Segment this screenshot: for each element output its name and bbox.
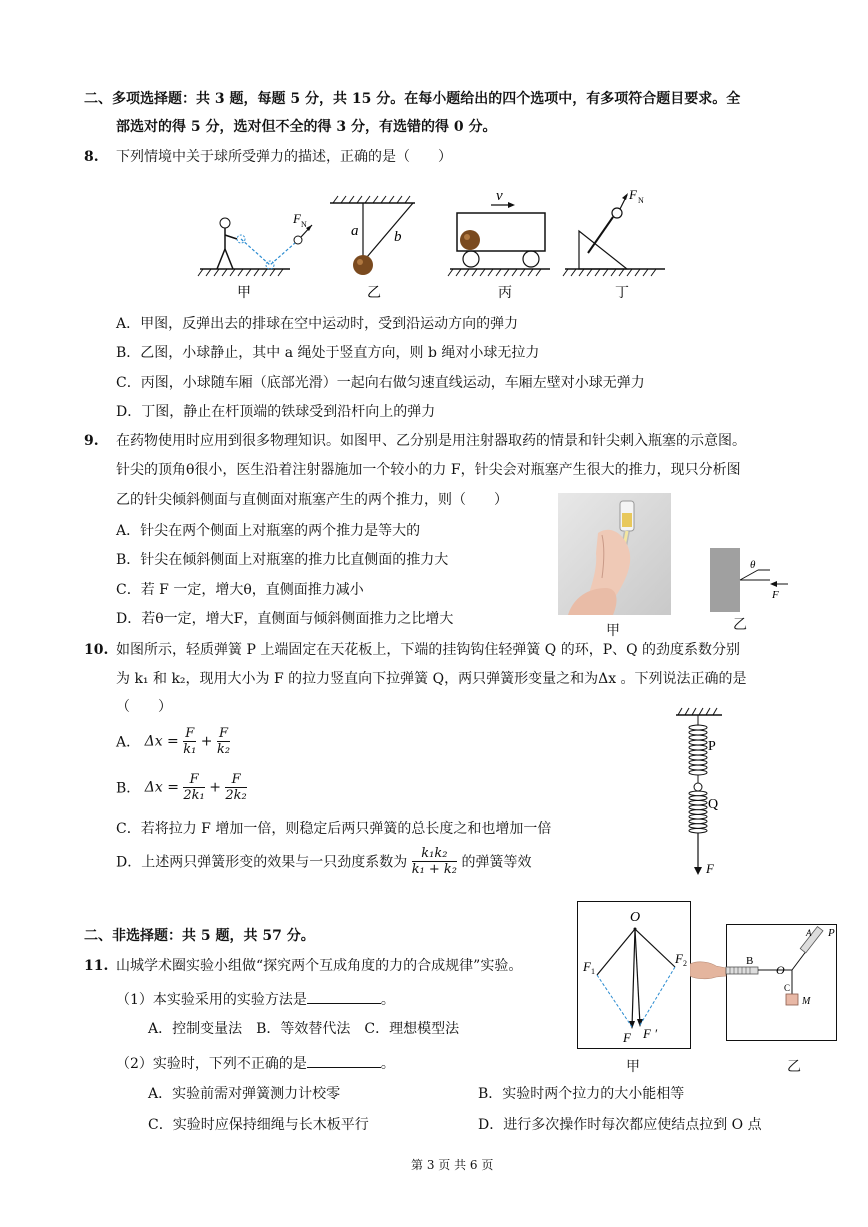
sub-question-1 (116, 989, 395, 1009)
theta-label: θ (750, 559, 756, 571)
figure-caption: 丁 (615, 286, 629, 300)
needle-diagram (710, 548, 790, 628)
velocity-label: v (496, 188, 503, 204)
sub-question-2 (116, 1053, 395, 1073)
section-title: 二、多项选择题：共 3 题，每题 5 分，共 15 分。在每小题给出的四个选项中，有多项符合题目要求。全 (84, 91, 741, 107)
fraction (183, 772, 204, 803)
force-f2-label: F (675, 951, 683, 966)
question-number: 8. (84, 149, 99, 165)
option-d: D．若θ一定，增大F，直侧面与倾斜侧面推力之比增大 (116, 611, 454, 627)
question-number: 11. (84, 958, 109, 974)
option-c: C．若 F 一定，增大θ，直侧面推力减小 (116, 582, 364, 598)
numerator: k₁k₂ (421, 846, 448, 861)
numerator: F (189, 772, 199, 787)
point-a-label: A (806, 928, 812, 938)
fraction (217, 726, 230, 757)
figure-bing (448, 188, 550, 276)
option-c: C．实验时应保持细绳与长木板平行 (148, 1117, 369, 1133)
fraction (412, 846, 457, 877)
option-a: A．实验前需对弹簧测力计校零 (148, 1086, 341, 1102)
option-label: B． (116, 780, 141, 797)
option-label: A． (116, 734, 141, 751)
option-b: B．乙图，小球静止，其中 a 绳处于竖直方向，则 b 绳对小球无拉力 (116, 345, 540, 361)
figure-ding (563, 187, 665, 276)
point-o-label: O (776, 963, 785, 977)
question-stem: 为 k₁ 和 k₂，现用大小为 F 的拉力竖直向下拉弹簧 Q，两只弹簧形变量之和为Δx 。下列说法正确的是 (116, 671, 747, 687)
spring-p-label: P (708, 739, 716, 754)
option-text: 的弹簧等效 (461, 854, 532, 871)
question-number: 10. (84, 642, 109, 658)
option-b (116, 772, 247, 803)
page-number: 第 3 页 共 6 页 (411, 1158, 494, 1172)
figure-caption: 甲 (606, 623, 620, 639)
question-stem: 针尖的顶角θ很小，医生沿着注射器施加一个较小的力 F，针尖会对瓶塞产生很大的推力，现只分析图 (116, 462, 741, 478)
question-number: 9. (84, 433, 99, 449)
fraction (183, 726, 196, 757)
force-f1-subscript: 1 (591, 967, 595, 976)
force-label: F (706, 861, 714, 876)
formula-lhs: Δx = (144, 779, 179, 796)
option-a: A．甲图，反弹出去的排球在空中运动时，受到沿运动方向的弹力 (116, 316, 519, 332)
fraction (225, 772, 246, 803)
option-a (116, 726, 230, 757)
figure-caption: 乙 (367, 286, 381, 300)
sub-question-text: （2）实验时，下列不正确的是 (116, 1056, 307, 1072)
force-subscript: N (638, 196, 644, 205)
option-b: B．针尖在倾斜侧面上对瓶塞的推力比直侧面的推力大 (116, 552, 449, 568)
figure-caption: 丙 (498, 286, 512, 300)
option-d: D．进行多次操作时每次都应使结点拉到 O 点 (478, 1117, 762, 1133)
sub-question-1-options: A．控制变量法 B．等效替代法 C．理想模型法 (148, 1021, 460, 1037)
plus-sign: + (200, 733, 213, 750)
answer-blank[interactable] (307, 989, 381, 1004)
option-text: D．上述两只弹簧形变的效果与一只劲度系数为 (116, 854, 408, 871)
formula-lhs: Δx = (144, 733, 179, 750)
figure-caption: 甲 (237, 286, 251, 300)
force-label: F (293, 211, 301, 226)
point-o-label: O (630, 910, 641, 925)
point-p-label: P (828, 927, 835, 939)
force-parallelogram-diagram (577, 901, 691, 1049)
denominator: k₁ (183, 742, 197, 757)
question-stem: 山城学术圈实验小组做“探究两个互成角度的力的合成规律”实验。 (116, 958, 523, 974)
numerator: F (231, 772, 241, 787)
rope-b-label: b (394, 229, 402, 245)
question-stem: 在药物使用时应用到很多物理知识。如图甲、乙分别是用注射器取药的情景和针尖刺入瓶塞的示意图。 (116, 433, 746, 449)
q8-figures (195, 185, 675, 300)
denominator: k₁ + k₂ (411, 862, 458, 877)
figure-caption: 乙 (787, 1059, 801, 1075)
sub-question-text: （1）本实验采用的实验方法是 (116, 992, 307, 1008)
question-stem: 乙的针尖倾斜侧面与直侧面对瓶塞产生的两个推力，则（ ） (116, 492, 508, 508)
section-title: 二、非选择题：共 5 题，共 57 分。 (84, 928, 315, 944)
figure-jia (198, 211, 312, 276)
force-label: F (772, 589, 779, 601)
spring-b-label: B (746, 955, 754, 967)
force-subscript: N (301, 220, 307, 229)
answer-blank[interactable] (307, 1053, 381, 1068)
option-d: D．丁图，静止在杆顶端的铁球受到沿杆向上的弹力 (116, 404, 436, 420)
experiment-setup-diagram (690, 924, 840, 1048)
numerator: F (218, 726, 229, 741)
punctuation: 。 (380, 1056, 395, 1072)
denominator: k₂ (216, 742, 231, 757)
force-f1-label: F (583, 959, 591, 974)
force-fprime-label: F ′ (643, 1026, 658, 1041)
rope-a-label: a (351, 223, 359, 239)
force-label: F (629, 187, 637, 202)
section-title-cont: 部选对的得 5 分，选对但不全的得 3 分，有选错的得 0 分。 (116, 119, 497, 135)
option-c: C．丙图，小球随车厢（底部光滑）一起向右做匀速直线运动，车厢左壁对小球无弹力 (116, 375, 645, 391)
spring-q-label: Q (708, 797, 719, 812)
punctuation: 。 (380, 992, 395, 1008)
option-d (116, 846, 531, 877)
option-b: B．实验时两个拉力的大小能相等 (478, 1086, 685, 1102)
figure-caption: 乙 (733, 617, 747, 633)
syringe-photo (558, 493, 671, 615)
mass-m-label: M (802, 996, 811, 1007)
option-a: A．针尖在两个侧面上对瓶塞的两个推力是等大的 (116, 523, 421, 539)
figure-caption: 甲 (626, 1059, 640, 1075)
question-stem: （ ） (116, 699, 172, 715)
denominator: 2k₂ (225, 788, 247, 803)
figure-yi (330, 196, 415, 275)
force-f-label: F (623, 1030, 631, 1045)
force-f2-subscript: 2 (683, 959, 687, 968)
question-stem: 如图所示，轻质弹簧 P 上端固定在天花板上，下端的挂钩钩住轻弹簧 Q 的环，P、Q 的劲度系数分别 (116, 642, 741, 658)
spring-diagram (668, 705, 728, 877)
option-c: C．若将拉力 F 增加一倍，则稳定后两只弹簧的总长度之和也增加一倍 (116, 821, 552, 837)
point-c-label: C (784, 983, 791, 993)
denominator: 2k₁ (183, 788, 205, 803)
plus-sign: + (209, 779, 221, 796)
question-stem: 下列情境中关于球所受弹力的描述，正确的是（ ） (116, 149, 452, 165)
numerator: F (185, 726, 195, 741)
